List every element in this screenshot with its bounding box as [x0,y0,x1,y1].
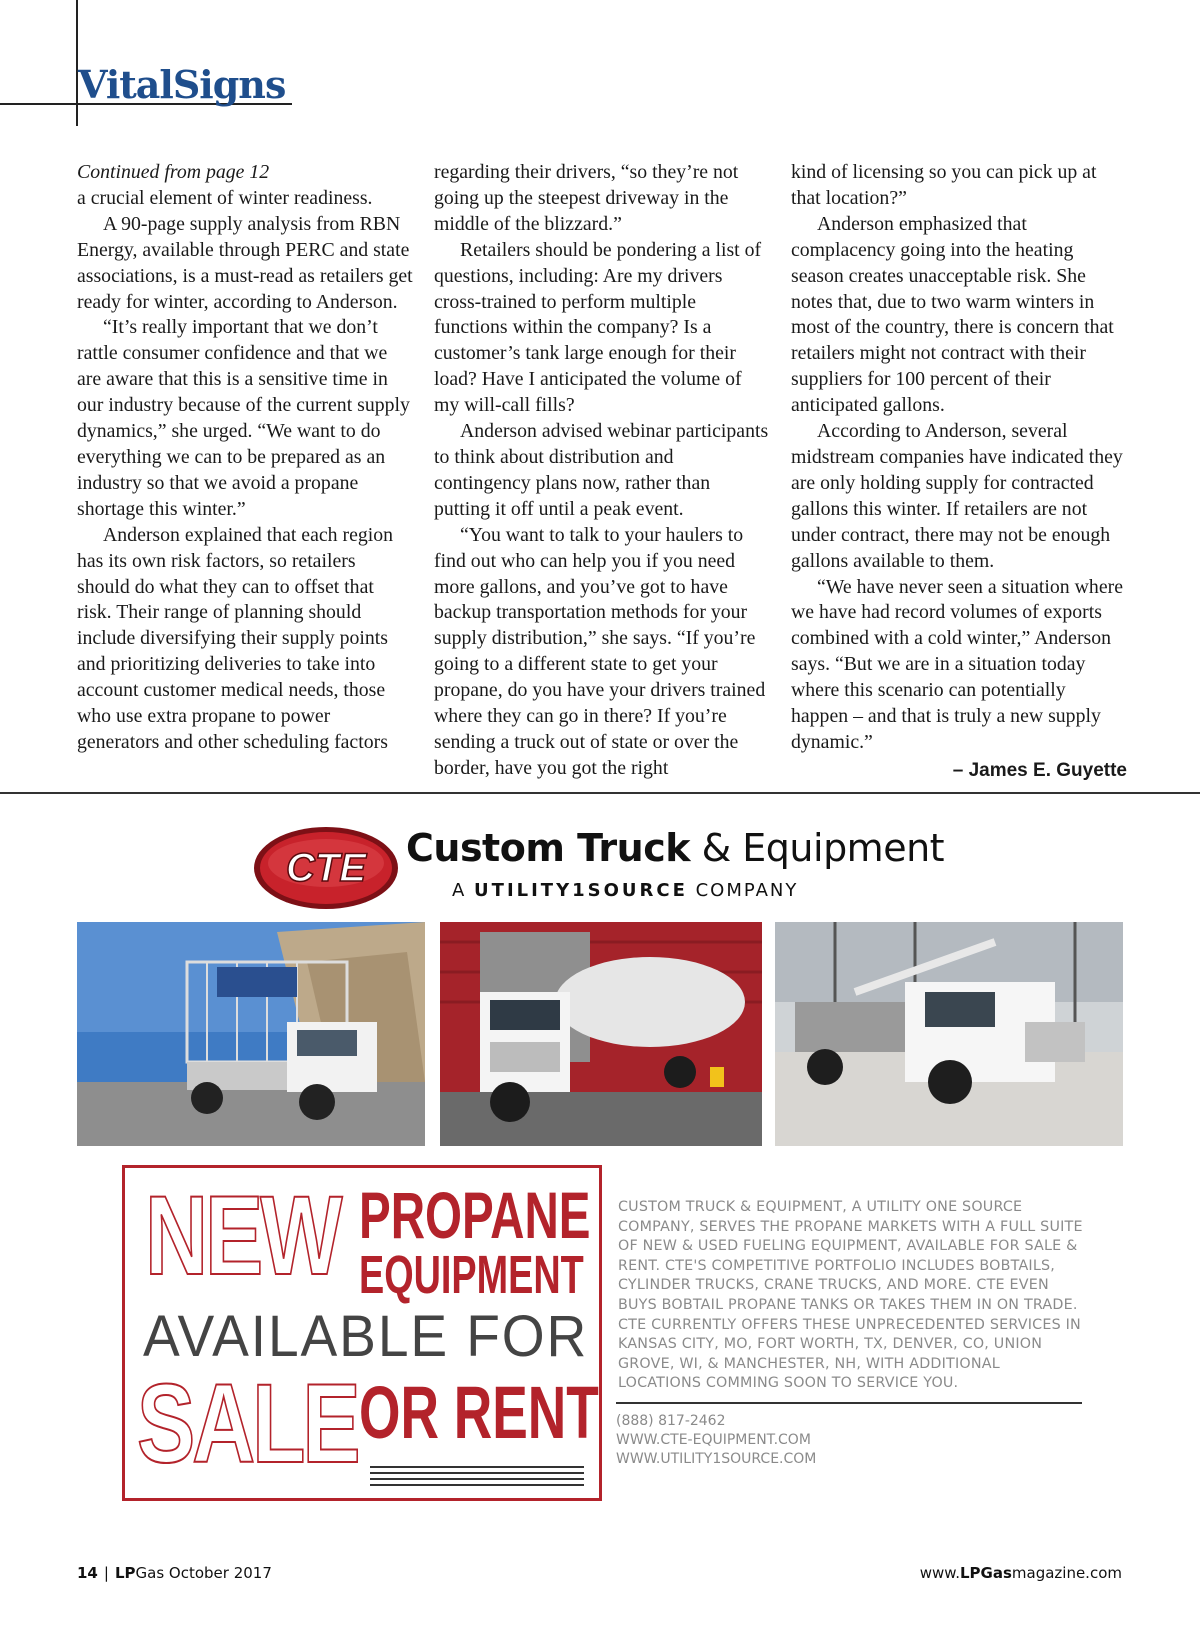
paragraph: “It’s really important that we don’t rattle consumer confidence and that we are aware that this is a sensitive time in our industry because of the current supply dynamics,” she urged. “We want to do everything we can to be prepared as an industry so that we avoid a propane shortage this winter.” [77,316,410,520]
ad-body-text: CUSTOM TRUCK & EQUIPMENT, A UTILITY ONE SOURCE COMPANY, SERVES THE PROPANE MARKETS WITH A FULL SUITE OF NEW & USED FUELING EQUIPMENT, AVAILABLE FOR SALE & RENT. CTE'S COMPETITIVE PORTFOLIO INCLUDES BOBTAILS, CYLINDER TRUCKS, CRANE TRUCKS, AND MORE. CTE EVEN BUYS BOBTAIL PROPANE TANKS OR TAKES THEM IN ON TRADE. CTE CURRENTLY OFFERS THESE UNPRECEDENTED SERVICES IN KANSAS CITY, MO, FORT WORTH, TX, DENVER, CO, UNION GROVE, WI, & MANCHESTER, NH, WITH ADDITIONAL LOCATIONS COMMING SOON TO SERVICE YOU. [618,1199,1083,1392]
article-column-2 [434,160,770,782]
headline-sale: SALE [137,1361,358,1486]
paragraph: a crucial element of winter readiness. [77,186,373,209]
section-title: VitalSigns [78,62,286,107]
company-name: Custom Truck & Equipment [406,826,945,870]
paragraph: Anderson explained that each region has its own risk factors, so retailers should do what they can to offset that risk. Their range of planning should include diversifying their supply points and prioritizing deliveries to take into account customer medical needs, those who use extra propane to power generators and other scheduling factors [77,523,394,753]
article-column-3 [791,160,1127,784]
promo-headline-box [122,1165,602,1501]
ad-contact [616,1412,816,1469]
headline-propane: PROPANE [359,1178,591,1252]
decorative-rules [370,1466,584,1490]
footer-folio: 14 | LPGas October 2017 [77,1564,272,1582]
paragraph: kind of licensing so you can pick up at that location?” [791,161,1097,209]
ad-phone[interactable]: (888) 817-2462 [616,1413,726,1429]
paragraph: Retailers should be pondering a list of questions, including: Are my drivers cross-trained to perform multiple functions within the company? Is a customer’s tank large enough for their load? Have I anticipated the volume of my will-call fills? [434,238,762,417]
footer-website[interactable]: www.LPGasmagazine.com [919,1564,1122,1582]
headline-or-rent: OR RENT [359,1371,599,1454]
ad-url-cte[interactable]: WWW.CTE-EQUIPMENT.COM [616,1432,811,1448]
ad-divider [0,792,1200,794]
truck-photo-crane [775,922,1123,1146]
ad-rule [616,1402,1082,1404]
svg-text:CTE: CTE [286,846,366,890]
byline: – James E. Guyette [952,759,1127,781]
company-tagline: A UTILITY1SOURCE COMPANY [452,880,799,901]
headline-equipment: EQUIPMENT [359,1245,584,1305]
continued-note: Continued from page 12 [77,161,270,183]
truck-photo-flatbed [77,922,425,1146]
ad-url-utility[interactable]: WWW.UTILITY1SOURCE.COM [616,1451,817,1467]
headline-available-for: AVAILABLE FOR [143,1304,589,1369]
paragraph: “We have never seen a situation where we have had record volumes of exports combined with a cold winter,” Anderson says. “But we are in a situation today where this scenario can potentially happen – and that is truly a new supply dynamic.” [791,575,1123,753]
paragraph: “You want to talk to your haulers to find out who can help you if you need more gallons, and you’ve got to have backup transportation methods for your supply distribution,” she says. “If you’re going to a different state to get your propane, do you have your drivers trained where they can go in there? If you’re sending a truck out of state or over the border, have you got the right [434,523,766,779]
paragraph: Anderson emphasized that complacency going into the heating season creates unacceptable risk. She notes that, due to two warm winters in most of the country, there is concern that retailers might not contract with their suppliers for 100 percent of their anticipated gallons. [791,212,1114,417]
headline-new: NEW [145,1173,340,1298]
cte-logo [252,825,400,911]
paragraph: regarding their drivers, “so they’re not going up the steepest driveway in the middle of the blizzard.” [434,161,739,235]
page-number: 14 [77,1564,98,1582]
paragraph: A 90-page supply analysis from RBN Energy, available through PERC and state associations, is a must-read as retailers get ready for winter, according to Anderson. [77,212,413,313]
article-column-1 [77,160,413,756]
paragraph: Anderson advised webinar participants to think about distribution and contingency plans now, rather than putting it off until a peak event. [434,420,769,520]
issue-date: October 2017 [164,1564,272,1582]
paragraph: According to Anderson, several midstream companies have indicated they are only holding supply for contracted gallons this winter. If retailers are not under contract, there may not be enough gallons available to them. [791,420,1123,572]
truck-photo-bobtail [440,922,762,1146]
